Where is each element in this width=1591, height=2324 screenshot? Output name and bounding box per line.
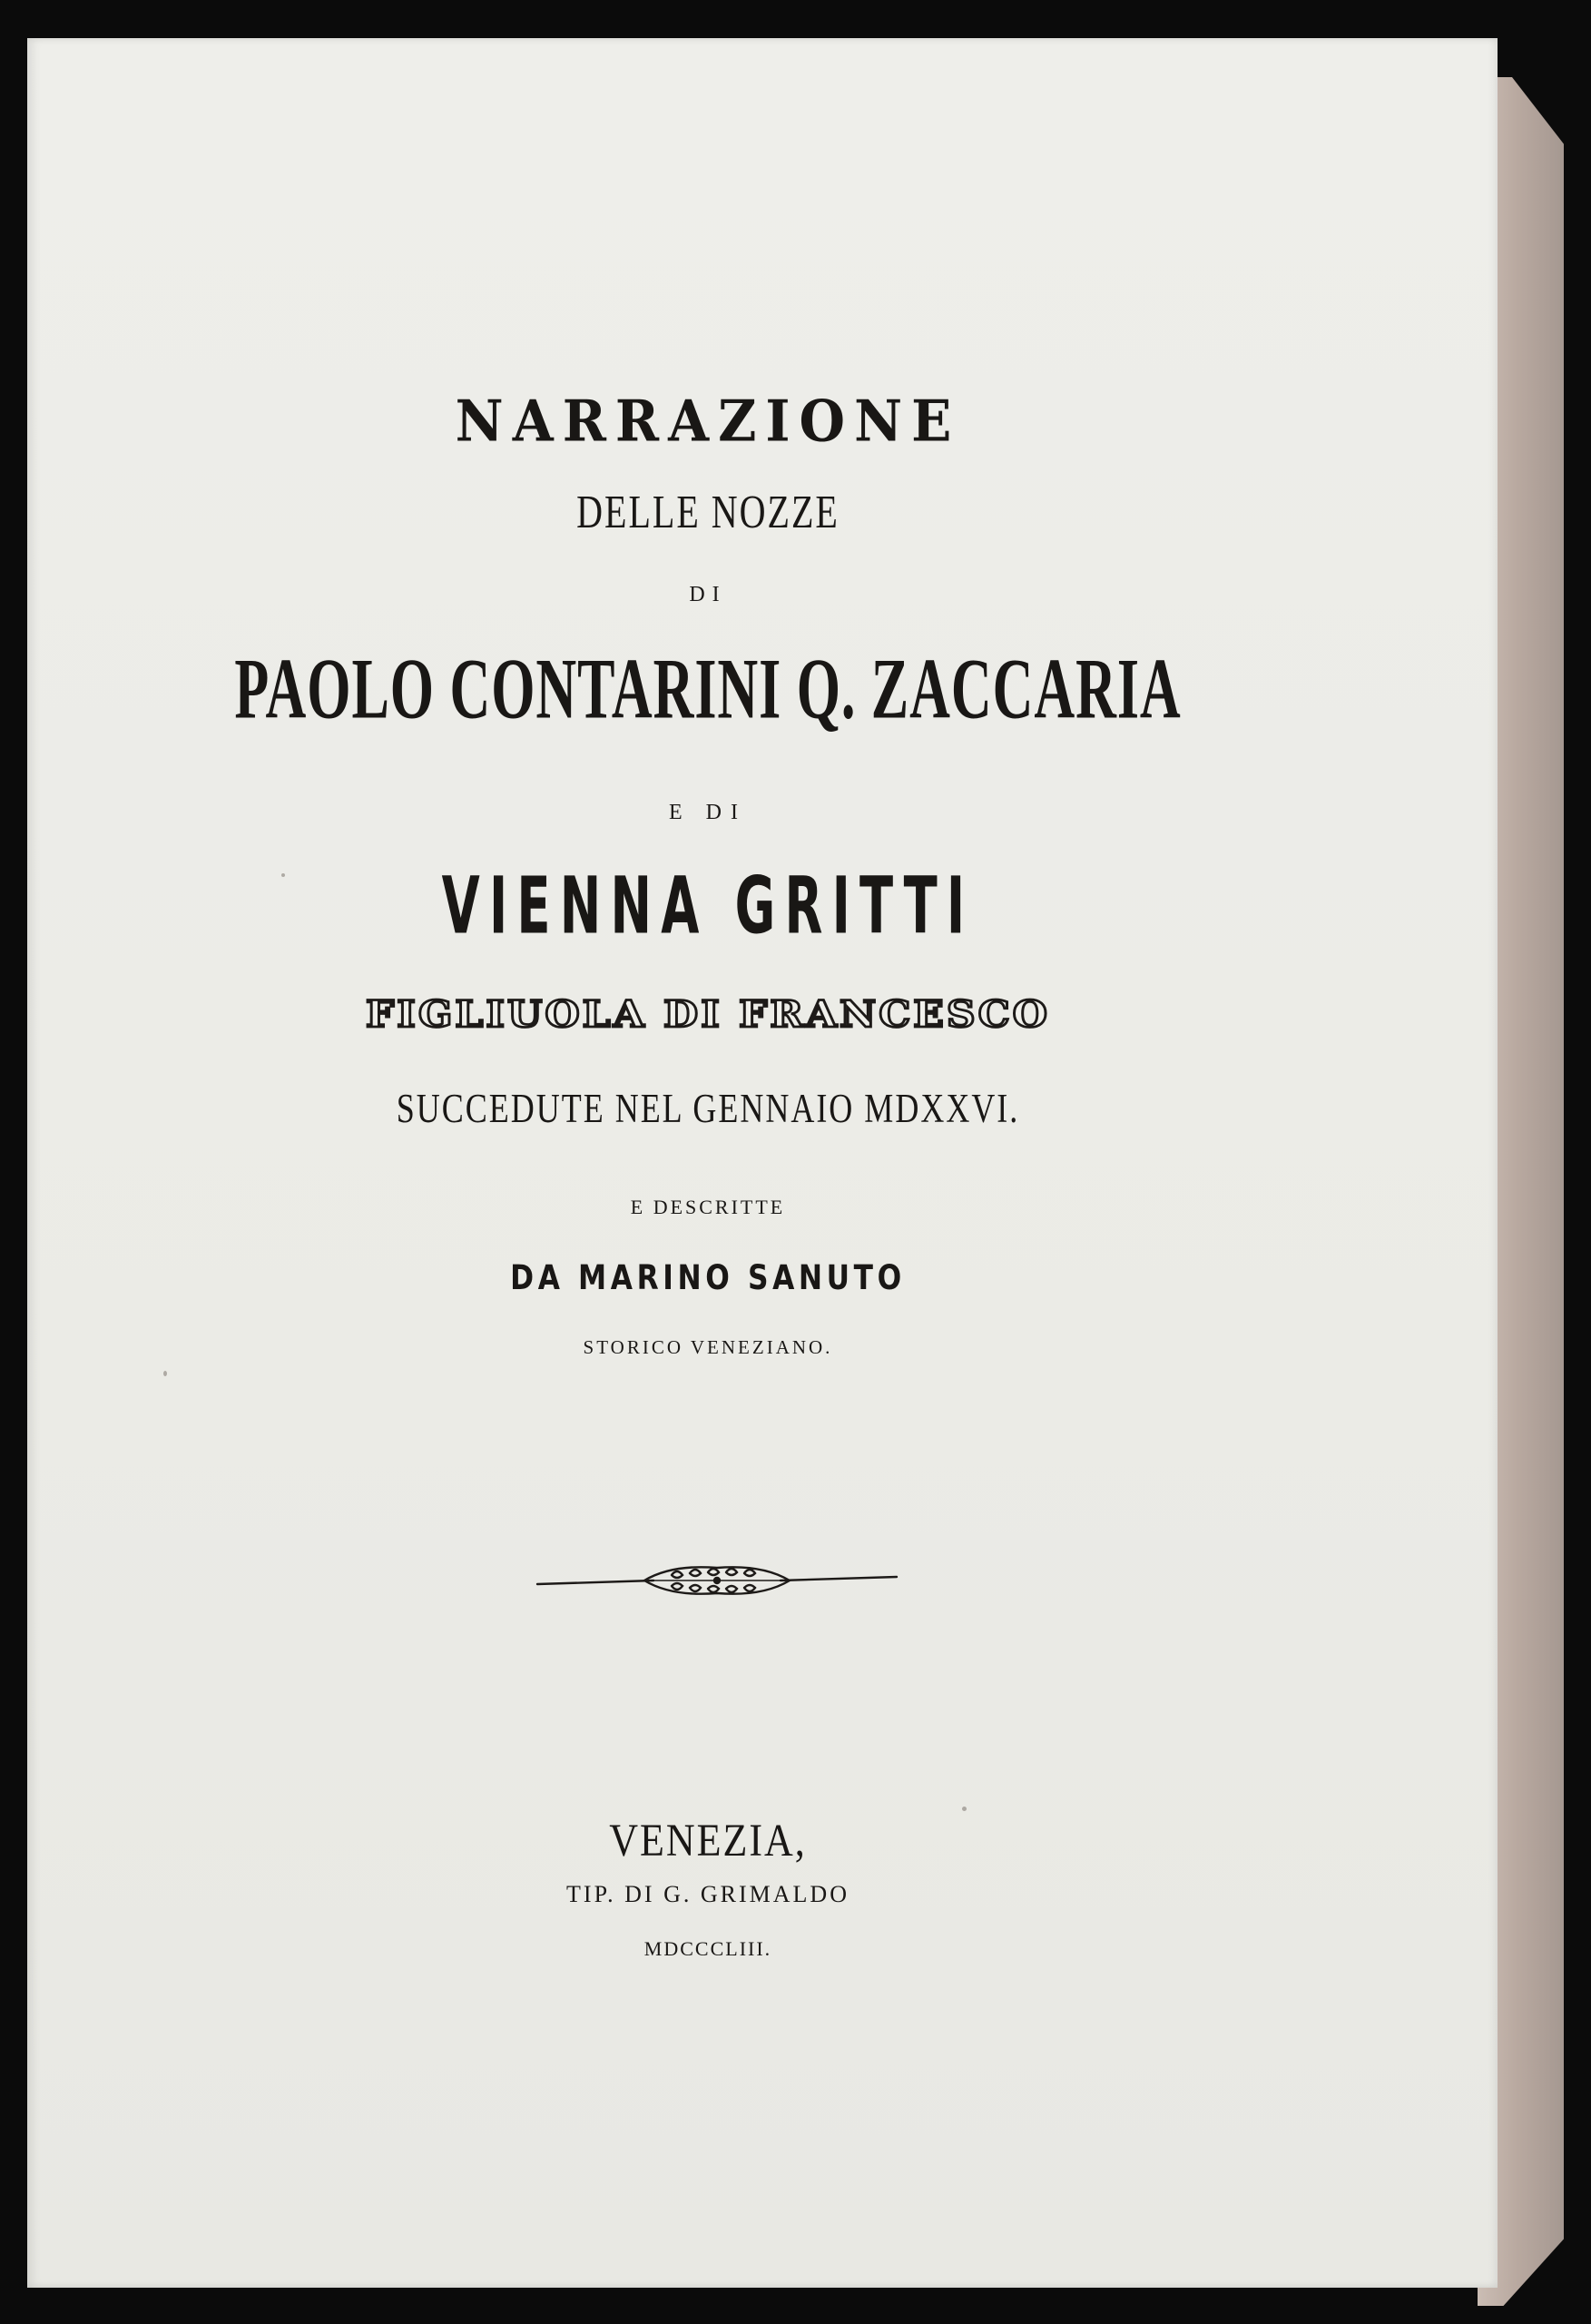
title-date-line: SUCCEDUTE NEL GENNAIO MDXXVI. <box>396 1086 1020 1131</box>
title-groom-name: PAOLO CONTARINI Q. ZACCARIA <box>234 641 1182 738</box>
title-author-role: STORICO VENEZIANO. <box>583 1336 833 1358</box>
title-bride-name: VIENNA GRITTI <box>441 862 975 952</box>
title-delle-nozze: DELLE NOZZE <box>576 485 840 538</box>
title-page <box>27 38 1498 2288</box>
title-author: DA MARINO SANUTO <box>510 1258 906 1298</box>
title-descritte: E DESCRITTE <box>630 1196 786 1218</box>
title-e-di: E DI <box>669 801 747 824</box>
imprint-year: MDCCCLIII. <box>643 1937 772 1960</box>
imprint-printer: TIP. DI G. GRIMALDO <box>566 1881 850 1907</box>
title-di: DI <box>689 583 727 606</box>
scroll-divider-ornament-icon <box>535 1550 899 1615</box>
title-bride-parentage: FIGLIUOLA DI FRANCESCO <box>366 993 1050 1036</box>
paper-speck <box>163 1371 167 1376</box>
paper-speck <box>281 873 285 877</box>
paper-speck <box>962 1807 967 1811</box>
imprint-city: VENEZIA, <box>609 1815 807 1866</box>
title-narrazione: NARRAZIONE <box>455 388 961 455</box>
